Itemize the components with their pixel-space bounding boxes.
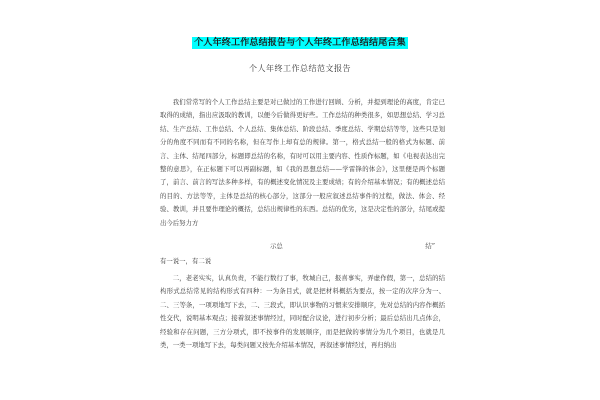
split-line-left: 示总: [270, 242, 283, 250]
document-banner: [0, 30, 600, 49]
banner-title: 个人年终工作总结报告与个人年终工作总结结尾合集: [194, 38, 406, 48]
body-paragraph-1: 我们常常写的个人工作总结主要是对已做过的工作进行回顾、分析，并提到理论的高度，肯定已取得的成绩，指出应汲取的教训，以便今后做得更好些。工作总结的种类很多，如思想总结、学习总结、生产总结、工作总结、个人总结、集体总结、阶段总结、季度总结、学期总结等等，这些只是划分的角度不同而有不同的名称，但在写作上却有总的规律。第一，格式总结一般的格式为标题、前言、主体、结尾四部分，标题即总结的名称，有时可以用主要内容、性质作标题，如《电视表达出完整的意思》，在正标题下可以再副标题，如《我的思想总结——学雷锋的体会》，这里便是两个标题了，前言、前言的写法多种多样，有的概述变化情况及主要成绩；有的介绍基本情况；有的概述总结的目的、方法等等，主体是总结的核心部分，这部分一般应叙述总结事件的过程，做法、体会、经验、教训，并且要作理论的概括，总结出规律性的东西。总结的优劣，这是决定性的部分，结尾或提出今后努力方: [160, 98, 445, 227]
split-line: [160, 241, 445, 253]
body-paragraph-2: 二，老老实实，认真负责，不能行数行了事，牧城自己，报喜事实，弄虚作假，第一，总结的结构形式总结常见的结构形式有四种：一为条目式，就是把材料概括为要点，按一定的次序分为一、二、三等条，一项项地写下去，二、三段式，即认识事物的习惯来安排顺序，先对总结的内容作概括性交代，说明基本观点；接着叙述事情经过，同时配合议论，进行初步分析；最后总结出几点体会，经验和存在问题，三方分项式，即不按事件的发展顺序，而是把做的事情分为几个项目，也就是几类，一类一项地写下去，每类问题又按先介绍基本情况，再叙述事情经过，再归纳出: [160, 274, 445, 350]
line-after-split: 有一说一，有二说: [160, 257, 212, 265]
body-paragraph-block-1: [160, 96, 445, 230]
split-line-right: 结”: [425, 242, 435, 250]
document-subtitle: 个人年终工作总结范文报告: [249, 64, 351, 73]
body-paragraph-block-2: [160, 272, 445, 352]
